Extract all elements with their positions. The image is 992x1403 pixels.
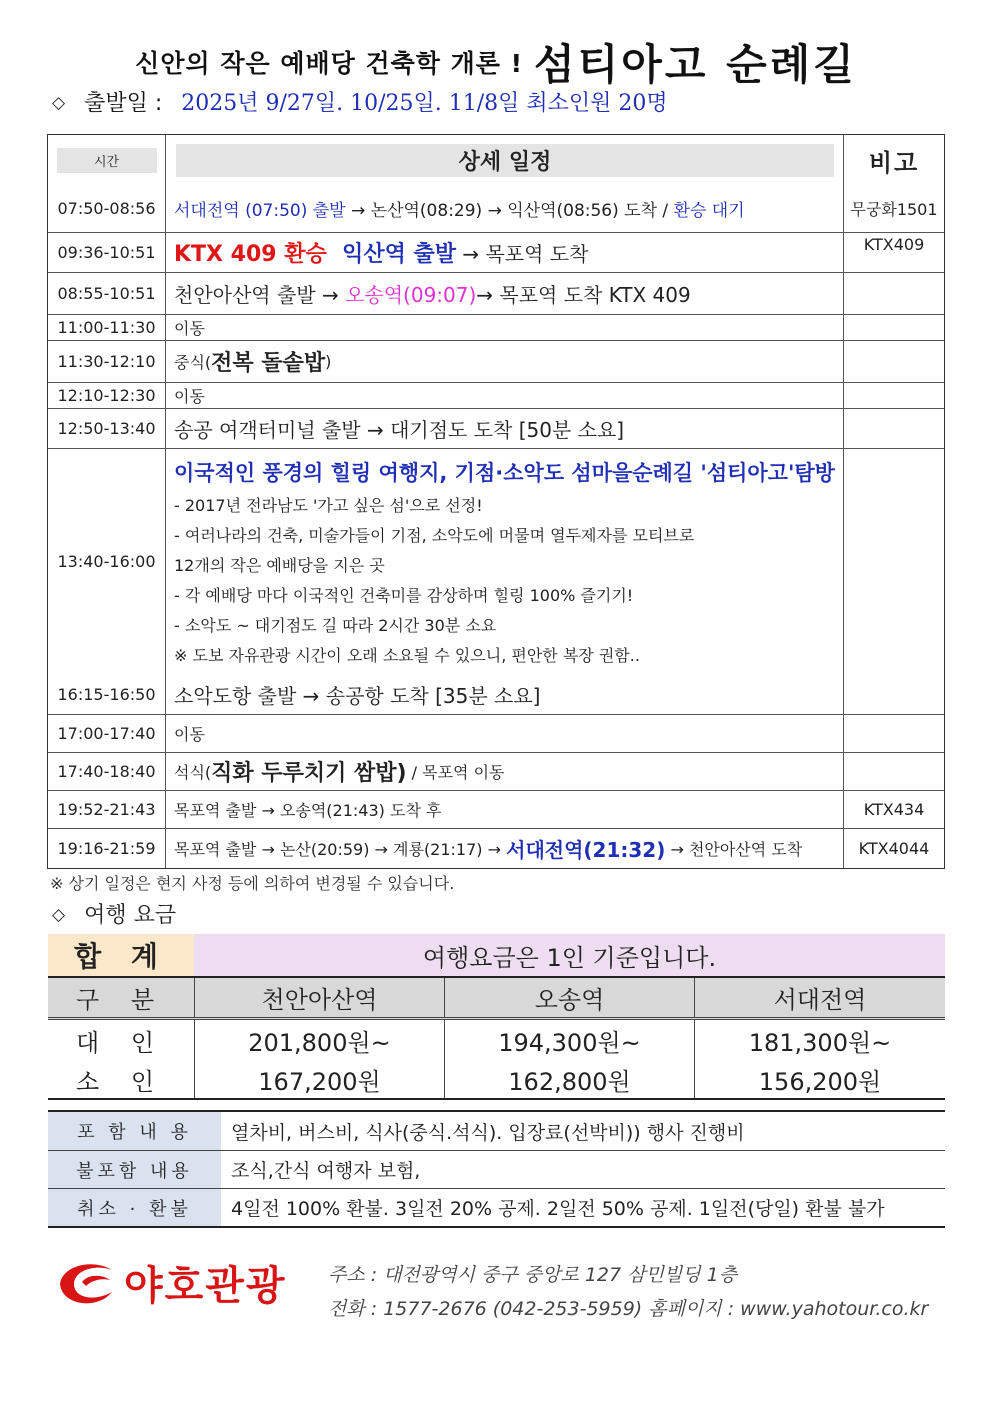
detail-segment: → 목포역 도착 xyxy=(456,242,589,266)
schedule-detail xyxy=(166,185,844,232)
detail-segment: 오송역(09:07) xyxy=(345,283,477,307)
fee-column-header: 오송역 xyxy=(445,978,695,1017)
schedule-detail xyxy=(166,674,844,714)
schedule-note xyxy=(844,674,944,714)
fee-column-header: 서대전역 xyxy=(773,986,867,1014)
fee-value: 167,200원 xyxy=(195,1060,445,1098)
schedule-note xyxy=(844,315,944,340)
detail-segment: 천안아산역 출발 → xyxy=(174,283,346,307)
tour-headline: 이국적인 풍경의 힐링 여행지, 기점·소악도 섬마을순례길 '섬티아고'탐방 xyxy=(174,460,835,485)
fee-table xyxy=(48,934,945,1100)
fee-heading-label: 여행 요금 xyxy=(84,903,177,928)
schedule-detail xyxy=(166,315,844,340)
tour-description-line: ※ 도보 자유관광 시간이 오래 소요될 수 있으니, 편안한 복장 권함.. xyxy=(174,645,640,665)
inclusion-row xyxy=(48,1150,945,1188)
detail-segment: 환승 대기 xyxy=(673,201,745,221)
header-note: 비고 xyxy=(868,148,920,177)
diamond-bullet-icon: ◇ xyxy=(52,93,66,113)
schedule-row xyxy=(48,790,944,828)
schedule-row xyxy=(48,185,944,232)
schedule-row xyxy=(48,828,944,868)
schedule-note xyxy=(844,753,944,790)
schedule-time: 13:40-16:00 xyxy=(48,449,166,674)
detail-segment: → 논산역(08:29) → 익산역(08:56) 도착 / xyxy=(345,201,674,221)
detail-segment: 목포역 출발 → 오송역(21:43) 도착 후 xyxy=(174,801,442,820)
schedule-time: 17:00-17:40 xyxy=(48,715,166,752)
schedule-note xyxy=(844,273,944,314)
title-main: 섬티아고 순례길 xyxy=(534,40,857,89)
detail-segment: 이동 xyxy=(174,319,205,338)
fee-value: 156,200원 xyxy=(758,1067,882,1096)
tour-block-detail xyxy=(166,449,844,674)
detail-segment: 송공 여객터미널 출발 → 대기점도 도착 [50분 소요] xyxy=(174,418,625,442)
schedule-detail xyxy=(166,233,844,272)
schedule-row xyxy=(48,314,944,340)
detail-segment: 이동 xyxy=(174,725,205,744)
schedule-detail xyxy=(166,409,844,448)
schedule-time: 11:30-12:10 xyxy=(48,341,166,382)
header-time: 시간 xyxy=(57,148,157,173)
schedule-time: 07:50-08:56 xyxy=(48,185,166,232)
detail-segment: → 목포역 도착 KTX 409 xyxy=(476,283,691,307)
inclusion-label: 포 함 내 용 xyxy=(48,1112,221,1150)
schedule-note: KTX434 xyxy=(863,800,925,819)
company-address: 주소 : 대전광역시 중구 중앙로 127 삼민빌딩 1층 xyxy=(328,1264,738,1286)
fee-row-label: 대 인 xyxy=(48,1020,195,1060)
inclusion-value: 조식,간식 여행자 보험, xyxy=(231,1160,421,1182)
company-contact: 전화 : 1577-2676 (042-253-5959) 홈페이지 : www.yahotour.co.kr xyxy=(328,1298,929,1320)
schedule-time: 11:00-11:30 xyxy=(48,315,166,340)
schedule-note: KTX4044 xyxy=(858,839,930,858)
fee-basis: 여행요금은 1인 기준입니다. xyxy=(194,934,945,976)
fee-row-label: 소 인 xyxy=(48,1060,195,1098)
schedule-detail xyxy=(166,341,844,382)
tour-block-row xyxy=(48,448,944,674)
inclusion-row xyxy=(48,1112,945,1150)
schedule-time: 12:10-12:30 xyxy=(48,383,166,408)
fee-value: 194,300원~ xyxy=(445,1020,695,1060)
fee-value: 162,800원 xyxy=(445,1060,695,1098)
schedule-row xyxy=(48,752,944,790)
fee-row xyxy=(48,1060,945,1100)
tour-description-line: - 여러나라의 건축, 미술가들이 기점, 소악도에 머물며 열두제자를 모티브로 xyxy=(174,525,695,545)
tour-description-line: 12개의 작은 예배당을 지은 곳 xyxy=(174,555,385,575)
fee-value: 181,300원~ xyxy=(748,1028,892,1057)
tour-description-line: - 각 예배당 마다 이국적인 건축미를 감상하며 힐링 100% 즐기기! xyxy=(174,585,634,605)
fee-summary-row xyxy=(48,934,945,976)
schedule-row xyxy=(48,382,944,408)
schedule-row xyxy=(48,408,944,448)
schedule-detail xyxy=(166,753,844,790)
schedule-detail xyxy=(166,383,844,408)
detail-segment: 익산역 출발 xyxy=(326,242,457,267)
company-footer xyxy=(52,1252,932,1332)
departure-dates: 2025년 9/27일. 10/25일. 11/8일 최소인원 20명 xyxy=(181,91,668,116)
schedule-row xyxy=(48,714,944,752)
inclusions-table xyxy=(48,1110,945,1228)
schedule-row xyxy=(48,272,944,314)
schedule-time: 12:50-13:40 xyxy=(48,409,166,448)
schedule-note: 무궁화1501 xyxy=(850,200,938,219)
schedule-time: 17:40-18:40 xyxy=(48,753,166,790)
detail-segment: → 천안아산역 도착 xyxy=(665,840,803,859)
schedule-detail xyxy=(166,715,844,752)
fee-heading xyxy=(52,898,176,929)
title-prefix: 신안의 작은 예배당 건축학 개론 ! xyxy=(135,49,524,78)
detail-segment: ) xyxy=(325,352,332,371)
schedule-detail xyxy=(166,273,844,314)
schedule-note xyxy=(844,341,944,382)
fee-value: 201,800원~ xyxy=(195,1020,445,1060)
inclusion-row xyxy=(48,1188,945,1226)
schedule-row xyxy=(48,674,944,714)
inclusion-value: 열차비, 버스비, 식사(중식.석식). 입장료(선박비)) 행사 진행비 xyxy=(231,1121,745,1144)
fee-total-label: 합 계 xyxy=(48,934,194,976)
schedule-time: 19:16-21:59 xyxy=(48,829,166,868)
detail-segment: 목포역 출발 → 논산(20:59) → 계룡(21:17) → xyxy=(174,840,507,859)
fee-row xyxy=(48,1020,945,1060)
detail-segment: 이동 xyxy=(174,387,205,406)
tour-description-line: - 소악도 ~ 대기점도 길 따라 2시간 30분 소요 xyxy=(174,615,497,635)
schedule-note xyxy=(844,409,944,448)
diamond-bullet-icon: ◇ xyxy=(52,905,66,925)
departure-line xyxy=(52,86,668,117)
detail-segment: 소악도항 출발 → 송공항 도착 [35분 소요] xyxy=(174,683,541,708)
company-name: 야호관광 xyxy=(124,1263,287,1309)
fee-header-row xyxy=(48,976,945,1020)
detail-segment: 중식( xyxy=(174,353,212,372)
change-notice: ※ 상기 일정은 현지 사정 등에 의하여 변경될 수 있습니다. xyxy=(50,874,455,893)
detail-segment: 전복 돌솥밥 xyxy=(211,351,326,376)
schedule-note xyxy=(844,715,944,752)
schedule-row xyxy=(48,232,944,272)
detail-segment: 서대전역 (07:50) 출발 xyxy=(174,201,346,221)
fee-column-header: 구 분 xyxy=(48,978,195,1017)
schedule-time: 16:15-16:50 xyxy=(48,674,166,714)
header-detail: 상세 일정 xyxy=(176,144,834,177)
schedule-row xyxy=(48,340,944,382)
schedule-detail xyxy=(166,829,844,868)
detail-segment: 직화 두루치기 쌈밥) xyxy=(211,761,407,786)
schedule-detail xyxy=(166,791,844,828)
detail-segment: 석식( xyxy=(174,763,212,782)
departure-label: 출발일 : xyxy=(84,91,163,116)
inclusion-value: 4일전 100% 환불. 3일전 20% 공제. 2일전 50% 공제. 1일전(당일) 환불 불가 xyxy=(231,1198,885,1220)
detail-segment: / 목포역 이동 xyxy=(406,763,505,782)
tour-description-line: - 2017년 전라남도 '가고 싶은 섬'으로 선정! xyxy=(174,495,483,515)
detail-segment: 서대전역(21:32) xyxy=(506,838,666,862)
schedule-time: 09:36-10:51 xyxy=(48,233,166,272)
inclusion-label: 불포함 내용 xyxy=(48,1151,221,1188)
inclusion-label: 취소 · 환불 xyxy=(48,1189,221,1226)
schedule-note xyxy=(844,383,944,408)
schedule-note: KTX409 xyxy=(863,235,925,254)
schedule-time: 19:52-21:43 xyxy=(48,791,166,828)
document-title xyxy=(0,32,992,92)
schedule-time: 08:55-10:51 xyxy=(48,273,166,314)
schedule-table xyxy=(47,134,945,869)
schedule-header-row xyxy=(48,135,944,185)
fee-column-header: 천안아산역 xyxy=(195,978,445,1017)
detail-segment: KTX 409 환승 xyxy=(174,242,327,267)
